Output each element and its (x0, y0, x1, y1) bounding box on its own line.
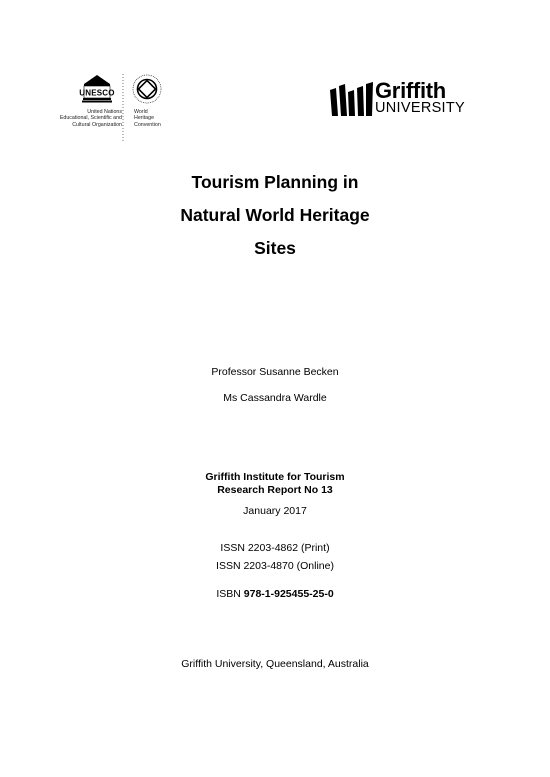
unesco-organization-text (60, 109, 122, 128)
griffith-university-label: UNIVERSITY (375, 100, 466, 116)
heritage-text-line: Heritage (134, 115, 155, 122)
location: Griffith University, Queensland, Australia (181, 658, 369, 670)
isbn-label: ISBN (216, 588, 244, 600)
title-line-3: Sites (254, 238, 296, 258)
issn-online: ISSN 2203-4870 (Online) (216, 560, 334, 572)
unesco-temple-icon (68, 72, 174, 144)
heritage-text-line: Convention (134, 121, 161, 128)
report-number: Research Report No 13 (217, 484, 333, 496)
publication-date: January 2017 (243, 505, 307, 517)
svg-text:UNESCO: UNESCO (79, 88, 115, 98)
unesco-text-line: United Nations (87, 109, 122, 115)
title-line-1: Tourism Planning in (191, 172, 359, 192)
unesco-text-line: Cultural Organization (72, 121, 122, 128)
issn-print: ISSN 2203-4862 (Print) (220, 542, 330, 554)
heritage-text-line: World (134, 109, 148, 115)
author-1: Professor Susanne Becken (211, 366, 339, 378)
world-heritage-text (134, 109, 161, 128)
griffith-name: Griffith (375, 78, 446, 103)
institute-name: Griffith Institute for Tourism (205, 471, 345, 483)
griffith-logo (328, 80, 478, 120)
author-2: Ms Cassandra Wardle (223, 392, 327, 404)
isbn-number: 978-1-925455-25-0 (243, 588, 334, 600)
unesco-text-line: Educational, Scientific and (59, 115, 122, 122)
unesco-logo (59, 72, 174, 144)
griffith-flame-icon (328, 82, 374, 118)
title-line-2: Natural World Heritage (180, 205, 370, 225)
isbn (0, 588, 550, 600)
